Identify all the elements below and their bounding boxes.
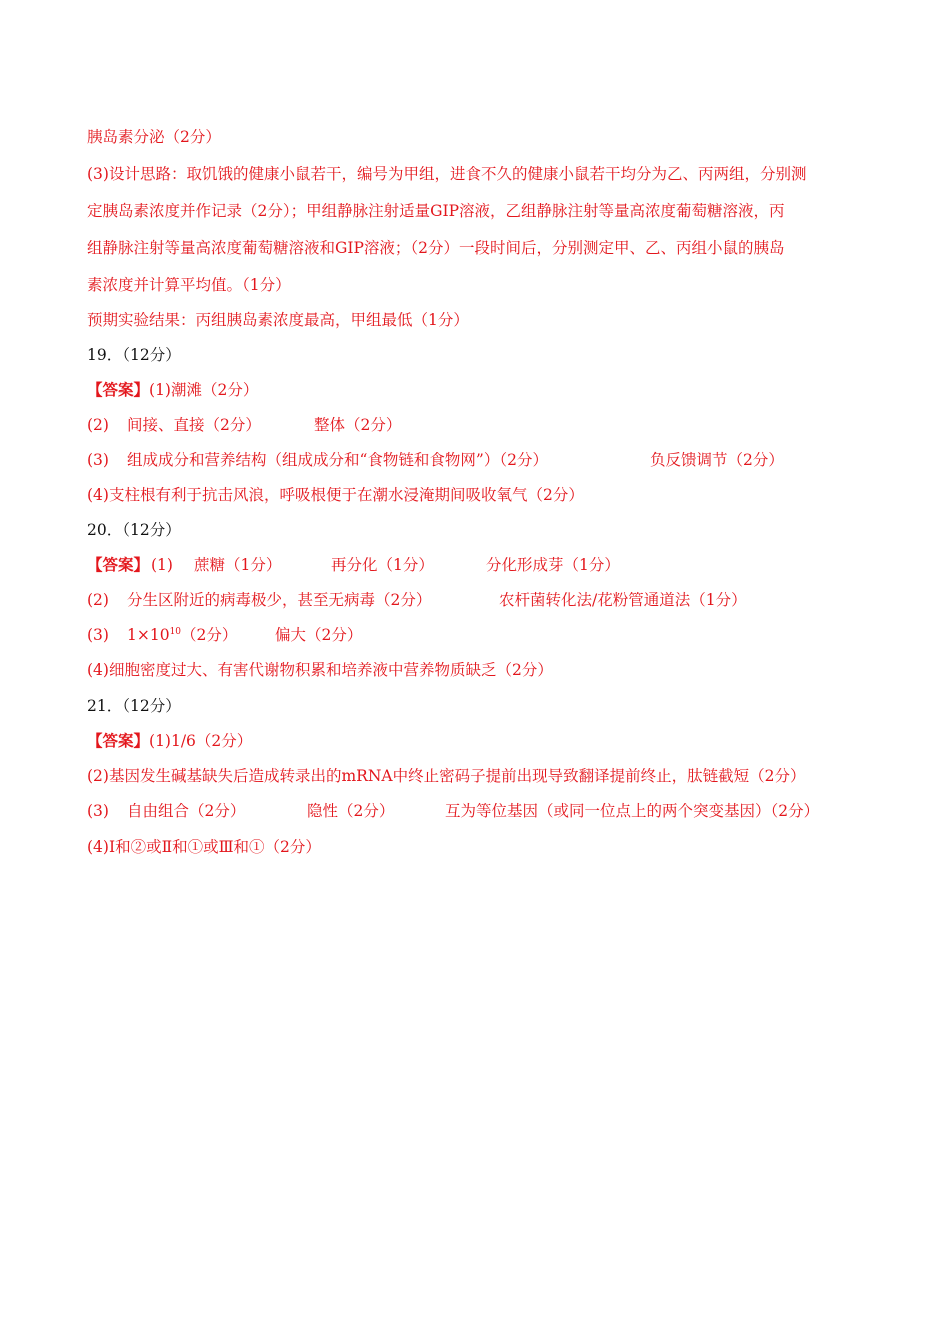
answer-text: 再分化（1分） <box>331 556 434 574</box>
answer-text: 整体（2分） <box>314 416 402 434</box>
answer-text: 隐性（2分） <box>307 802 395 820</box>
q20-answer-4: (4)细胞密度过大、有害代谢物积累和培养液中营养物质缺乏（2分） <box>87 661 553 679</box>
answer-text: (1)潮滩（2分） <box>149 381 259 399</box>
answer-line: (3)设计思路：取饥饿的健康小鼠若干，编号为甲组，进食不久的健康小鼠若干均分为乙、丙两组，分别测 <box>87 165 807 183</box>
question-21-header: 21．（12分） <box>87 697 181 715</box>
answer-tag: 【答案】 <box>87 555 150 574</box>
answer-text: 分化形成芽（1分） <box>486 556 620 574</box>
score: （2分） <box>181 626 238 644</box>
answer-text <box>127 625 237 645</box>
answer-text: (1)1/6（2分） <box>149 732 253 750</box>
question-19-header: 19．（12分） <box>87 346 181 364</box>
answer-line: 素浓度并计算平均值。（1分） <box>87 276 291 294</box>
answer-number: (3) <box>87 802 109 820</box>
answer-number: (2) <box>87 416 109 434</box>
q21-answer-2: (2)基因发生碱基缺失后造成转录出的mRNA中终止密码子提前出现导致翻译提前终止，肽链截短（2分） <box>87 767 806 785</box>
exponent: 10 <box>169 627 182 637</box>
answer-text: 自由组合（2分） <box>127 802 246 820</box>
answer-text: 负反馈调节（2分） <box>650 451 784 469</box>
answer-text: 分生区附近的病毒极少，甚至无病毒（2分） <box>127 591 432 609</box>
answer-text: 互为等位基因（或同一位点上的两个突变基因）（2分） <box>445 802 820 820</box>
answer-text: 蔗糖（1分） <box>194 556 282 574</box>
answer-text: 间接、直接（2分） <box>127 416 261 434</box>
answer-text: 偏大（2分） <box>275 626 363 644</box>
answer-line: 预期实验结果：丙组胰岛素浓度最高，甲组最低（1分） <box>87 311 469 329</box>
answer-text: 农杆菌转化法/花粉管通道法（1分） <box>499 591 747 609</box>
answer-tag: 【答案】 <box>87 380 150 399</box>
answer-line: 组静脉注射等量高浓度葡萄糖溶液和GIP溶液；（2分）一段时间后，分别测定甲、乙、丙组小鼠的胰岛 <box>87 239 785 257</box>
answer-number: (1) <box>151 556 173 574</box>
answer-line: 定胰岛素浓度并作记录（2分）；甲组静脉注射适量GIP溶液，乙组静脉注射等量高浓度葡萄糖溶液，丙 <box>87 202 785 220</box>
answer-number: (2) <box>87 591 109 609</box>
question-20-header: 20．（12分） <box>87 521 181 539</box>
answer-text: 组成成分和营养结构（组成成分和“食物链和食物网”）（2分） <box>127 451 548 469</box>
answer-tag: 【答案】 <box>87 731 150 750</box>
q19-answer-1 <box>87 380 890 400</box>
answer-number: (3) <box>87 451 109 469</box>
answer-number: (3) <box>87 626 109 644</box>
q19-answer-4: (4)支柱根有利于抗击风浪，呼吸根便于在潮水浸淹期间吸收氧气（2分） <box>87 486 584 504</box>
answer-line: 胰岛素分泌（2分） <box>87 128 221 146</box>
scientific-base: 1×10 <box>127 626 170 644</box>
q21-answer-4: (4)Ⅰ和②或Ⅱ和①或Ⅲ和①（2分） <box>87 838 321 856</box>
q21-answer-1 <box>87 731 890 751</box>
